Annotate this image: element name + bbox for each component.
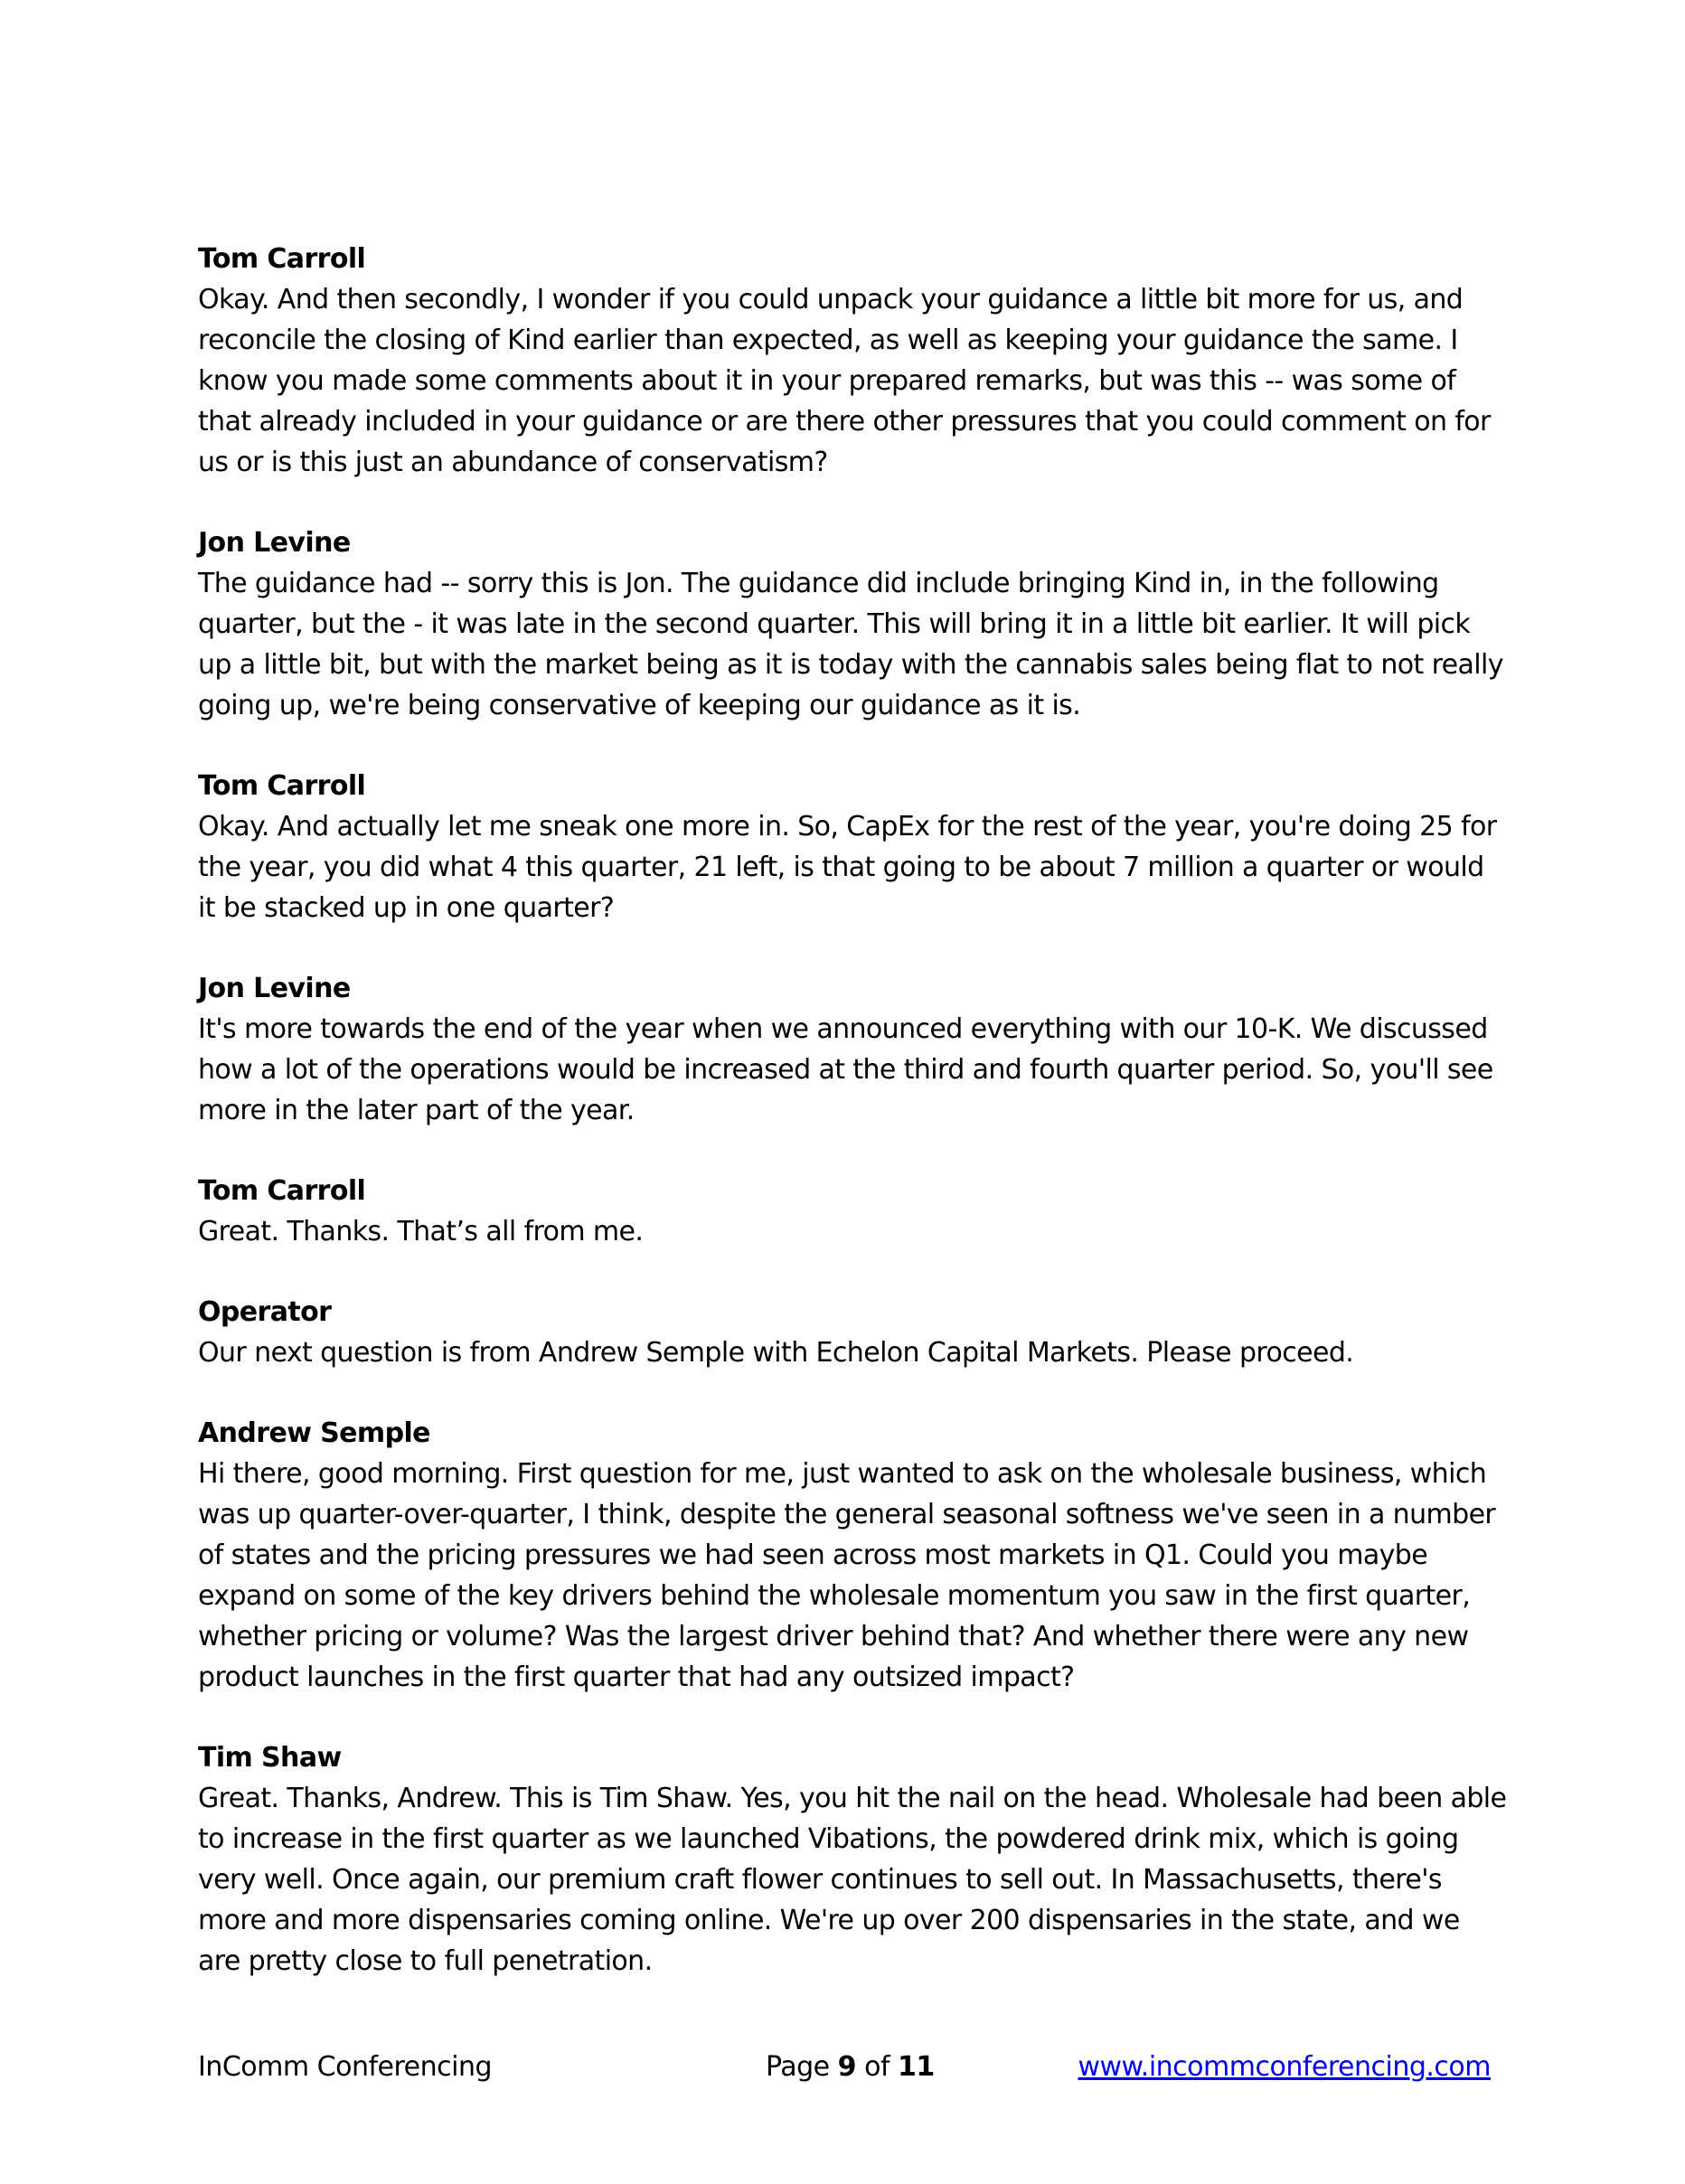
- page-footer: [198, 2047, 1491, 2087]
- speaker-text: Great. Thanks. That’s all from me.: [198, 1216, 644, 1247]
- speaker-text: It's more towards the end of the year when we announced everything with our 10-K. We discussed how a lot of the operations would be increased at the third and fourth quarter period. So, you'll see more in the later part of the year.: [198, 1013, 1493, 1126]
- transcript-entry: [198, 766, 1509, 928]
- page-number: [766, 2047, 935, 2087]
- speaker-name: Tom Carroll: [198, 243, 366, 275]
- transcript-body: [198, 239, 1509, 2021]
- speaker-name: Operator: [198, 1296, 332, 1328]
- transcript-entry: [198, 1413, 1509, 1698]
- page-prefix: Page: [766, 2051, 838, 2083]
- website-link[interactable]: www.incommconferencing.com: [1078, 2051, 1491, 2083]
- speaker-name: Jon Levine: [198, 973, 351, 1004]
- speaker-name: Jon Levine: [198, 527, 351, 559]
- speaker-name: Andrew Semple: [198, 1417, 430, 1449]
- speaker-text: Okay. And actually let me sneak one more in. So, CapEx for the rest of the year, you're doing 25 for the year, you did what 4 this quarter, 21 left, is that going to be about 7 million a quarter or would it be stacked up in one quarter?: [198, 811, 1497, 924]
- speaker-name: Tom Carroll: [198, 1175, 366, 1207]
- transcript-entry: [198, 968, 1509, 1131]
- speaker-text: Our next question is from Andrew Semple with Echelon Capital Markets. Please proceed.: [198, 1337, 1354, 1369]
- page-total: 11: [898, 2051, 935, 2083]
- speaker-text: Hi there, good morning. First question for me, just wanted to ask on the wholesale business, which was up quarter-over-quarter, I think, despite the general seasonal softness we've seen in a number of states and the pricing pressures we had seen across most markets in Q1. Could you maybe expand on some of the key drivers behind the wholesale momentum you saw in the first quarter, whether pricing or volume? Was the largest driver behind that? And whether there were any new product launches in the first quarter that had any outsized impact?: [198, 1458, 1496, 1693]
- transcript-entry: [198, 1292, 1509, 1373]
- transcript-entry: [198, 1737, 1509, 1982]
- speaker-name: Tom Carroll: [198, 770, 366, 802]
- speaker-text: The guidance had -- sorry this is Jon. The guidance did include bringing Kind in, in the following quarter, but the - it was late in the second quarter. This will bring it in a little bit earlier. It will pick up a little bit, but with the market being as it is today with the cannabis sales being flat to not really going up, we're being conservative of keeping our guidance as it is.: [198, 568, 1503, 721]
- speaker-text: Okay. And then secondly, I wonder if you could unpack your guidance a little bit more for us, and reconcile the closing of Kind earlier than expected, as well as keeping your guidance the same. I know you made some comments about it in your prepared remarks, but was this -- was some of that already included in your guidance or are there other pressures that you could comment on for us or is this just an abundance of conservatism?: [198, 284, 1491, 478]
- transcript-entry: [198, 1171, 1509, 1252]
- speaker-text: Great. Thanks, Andrew. This is Tim Shaw. Yes, you hit the nail on the head. Wholesale had been able to increase in the first quarter as we launched Vibations, the powdered drink mix, which is going very well. Once again, our premium craft flower continues to sell out. In Massachusetts, there's more and more dispensaries coming online. We're up over 200 dispensaries in the state, and we are pretty close to full penetration.: [198, 1783, 1507, 1977]
- speaker-name: Tim Shaw: [198, 1742, 342, 1774]
- page-current: 9: [837, 2051, 857, 2083]
- transcript-entry: [198, 522, 1509, 726]
- transcript-entry: [198, 239, 1509, 483]
- page-of: of: [856, 2051, 899, 2083]
- footer-company: InComm Conferencing: [198, 2051, 493, 2083]
